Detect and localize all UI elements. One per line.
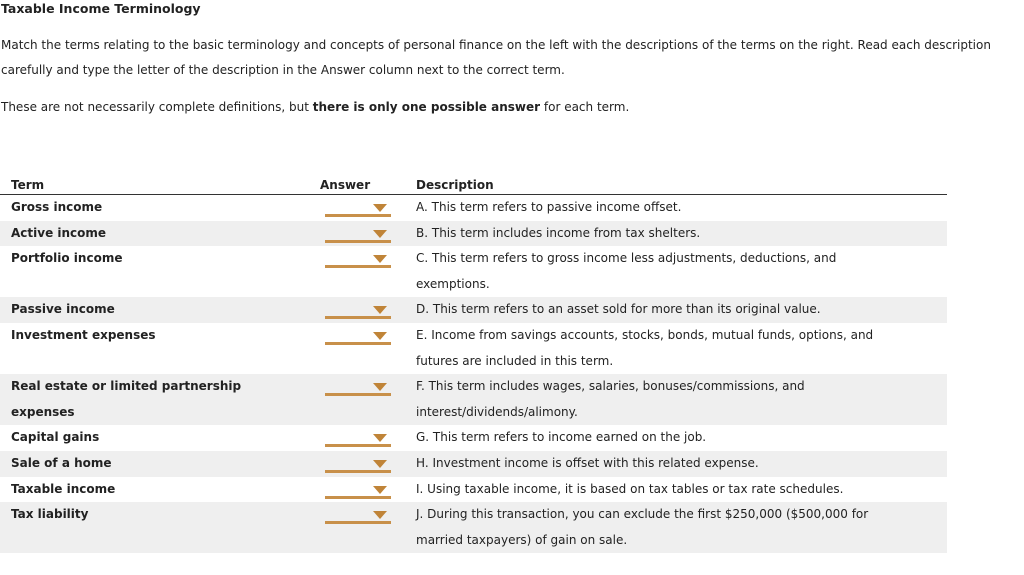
table-row	[0, 425, 947, 451]
instructions: Match the terms relating to the basic terminology and concepts of personal finance on the left with the descriptions of the terms on the right. Read each description carefully and type the letter of the description in the Answer column next to the correct term.	[1, 38, 991, 77]
header-answer-label: Answer	[320, 178, 371, 192]
chevron-down-icon	[373, 383, 387, 391]
term-cell: Real estate or limited partnership expenses	[0, 374, 320, 425]
header-answer	[320, 171, 416, 195]
term-cell: Investment expenses	[11, 327, 156, 342]
table-row	[0, 323, 947, 374]
description-cell: C. This term refers to gross income less adjustments, deductions, and exemptions.	[416, 251, 837, 291]
chevron-down-icon	[373, 486, 387, 494]
answer-dropdown[interactable]	[325, 248, 391, 268]
answer-dropdown[interactable]	[325, 223, 391, 243]
table-row	[0, 297, 947, 323]
answer-cell	[320, 451, 416, 477]
chevron-down-icon	[373, 434, 387, 442]
answer-cell	[320, 246, 416, 297]
term-cell: Passive income	[0, 297, 320, 323]
description-cell: A. This term refers to passive income offset.	[416, 200, 682, 214]
description-cell: G. This term refers to income earned on the job.	[416, 430, 707, 445]
note-bold: there is only one possible answer	[312, 100, 541, 114]
answer-dropdown[interactable]	[325, 299, 391, 319]
table-row	[0, 374, 947, 425]
description-cell: J. During this transaction, you can exclude the first $250,000 ($500,000 for married taxpayers) of gain on sale.	[416, 502, 947, 553]
table-row	[0, 195, 947, 221]
table-row	[0, 246, 947, 297]
table-row	[0, 502, 947, 553]
term-cell: Tax liability	[0, 502, 320, 553]
answer-dropdown[interactable]	[325, 504, 391, 524]
note	[1, 95, 1001, 120]
answer-dropdown[interactable]	[325, 325, 391, 345]
term-cell: Portfolio income	[11, 251, 123, 266]
matching-table	[0, 171, 947, 553]
chevron-down-icon	[373, 460, 387, 468]
chevron-down-icon	[373, 306, 387, 314]
chevron-down-icon	[373, 230, 387, 238]
note-pre: These are not necessarily complete definitions, but	[1, 100, 313, 114]
answer-dropdown[interactable]	[325, 427, 391, 447]
answer-cell	[320, 425, 416, 451]
term-cell: Taxable income	[11, 481, 116, 496]
header-description: Description	[416, 171, 947, 195]
term-cell: Capital gains	[11, 430, 100, 445]
description-cell: B. This term includes income from tax shelters.	[416, 221, 947, 247]
answer-cell	[320, 297, 416, 323]
term-cell: Sale of a home	[0, 451, 320, 477]
chevron-down-icon	[373, 332, 387, 340]
answer-cell	[320, 323, 416, 374]
answer-cell	[320, 195, 416, 221]
answer-dropdown[interactable]	[325, 197, 391, 217]
description-cell: H. Investment income is offset with this related expense.	[416, 451, 947, 477]
answer-cell	[320, 502, 416, 553]
answer-cell	[320, 374, 416, 425]
description-cell: E. Income from savings accounts, stocks, bonds, mutual funds, options, and futures are included in this term.	[416, 327, 874, 368]
answer-dropdown[interactable]	[325, 376, 391, 396]
answer-cell	[320, 221, 416, 247]
table-row	[0, 477, 947, 503]
description-cell: D. This term refers to an asset sold for more than its original value.	[416, 297, 947, 323]
answer-cell	[320, 477, 416, 503]
term-cell: Active income	[0, 221, 320, 247]
answer-dropdown[interactable]	[325, 479, 391, 499]
page-title: Taxable Income Terminology	[1, 1, 201, 16]
table-row	[0, 451, 947, 477]
header-term: Term	[0, 171, 320, 195]
chevron-down-icon	[373, 255, 387, 263]
answer-dropdown[interactable]	[325, 453, 391, 473]
chevron-down-icon	[373, 511, 387, 519]
note-post: for each term.	[540, 100, 630, 114]
description-cell: F. This term includes wages, salaries, bonuses/commissions, and interest/dividends/alimony.	[416, 374, 947, 425]
chevron-down-icon	[373, 204, 387, 212]
table-row	[0, 221, 947, 247]
description-cell: I. Using taxable income, it is based on tax tables or tax rate schedules.	[416, 481, 844, 496]
term-cell: Gross income	[11, 200, 103, 214]
